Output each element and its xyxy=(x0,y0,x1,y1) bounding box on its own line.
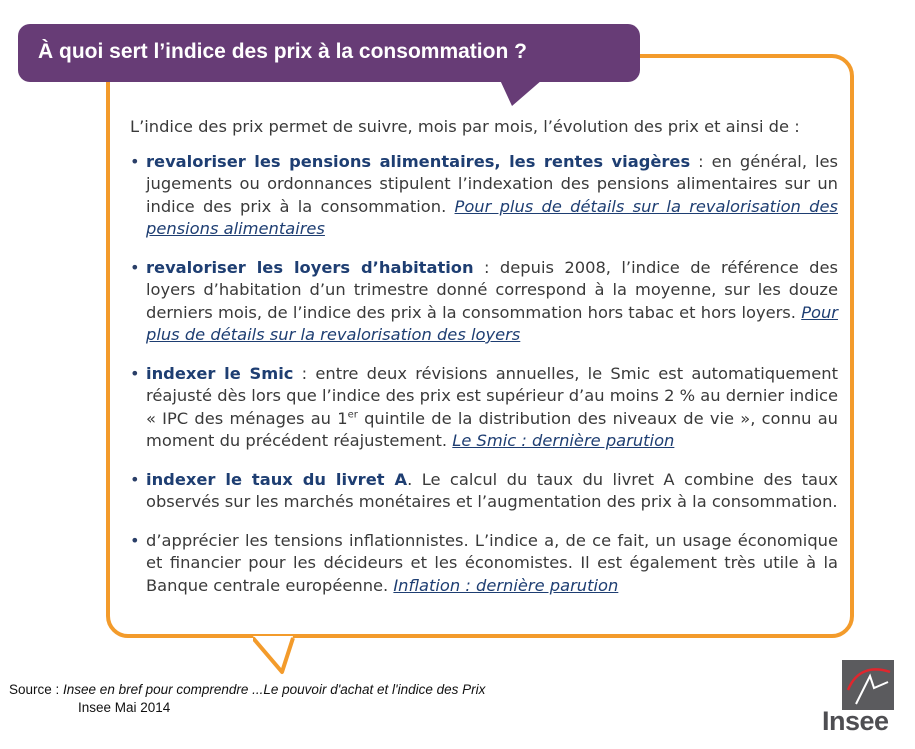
usage-list xyxy=(130,151,838,598)
banner-tail xyxy=(500,80,550,110)
item-lead: indexer le Smic xyxy=(146,363,294,383)
source-note xyxy=(9,681,485,717)
details-link-pensions[interactable]: Pour plus de détails sur la revalorisation des pensions alimentaires xyxy=(146,196,838,238)
intro-text: L’indice des prix permet de suivre, mois par mois, l’évolution des prix et ainsi de : xyxy=(130,117,800,136)
item-text-continued: quintile de la distribution des niveaux de vie », connu au moment du précédent réajustement. xyxy=(146,408,838,450)
smic-link[interactable]: Le Smic : dernière parution xyxy=(452,431,675,450)
box-tail xyxy=(253,628,313,676)
list-item xyxy=(130,151,838,241)
bullet: • xyxy=(130,469,140,489)
inflation-link[interactable]: Inflation : dernière parution xyxy=(393,575,619,595)
bullet: • xyxy=(130,151,140,171)
item-lead: revaloriser les loyers d’habitation xyxy=(146,257,474,277)
insee-logo xyxy=(818,660,898,740)
item-text: : entre deux révisions annuelles, le Smic est automatiquement réajusté dès lors que l’indice des prix est supérieur d’au moins 2 % au dernier indice « IPC des ménages au 1 xyxy=(146,363,839,428)
list-item xyxy=(130,257,838,347)
item-text: . Le calcul du taux du livret A combine des taux observés sur les marchés monétaires et l’augmentation des prix à la consommation. xyxy=(146,469,838,511)
item-text: d’apprécier les tensions inflationnistes. L’indice a, de ce fait, un usage économique et financier pour les décideurs et les économistes. Il est également très utile à la Banque centrale européenne. xyxy=(146,530,838,595)
page-title: À quoi sert l’indice des prix à la consommation ? xyxy=(38,40,527,63)
item-lead: revaloriser les pensions alimentaires, les rentes viagères xyxy=(146,151,691,171)
source-label: Source : xyxy=(9,682,64,697)
list-item xyxy=(130,363,838,453)
list-item xyxy=(130,469,838,514)
bullet: • xyxy=(130,530,140,550)
list-item xyxy=(130,530,838,598)
superscript: er xyxy=(347,409,358,421)
bullet: • xyxy=(130,257,140,277)
content xyxy=(130,116,838,613)
item-lead: indexer le taux du livret A xyxy=(146,469,408,489)
source-date: Insee Mai 2014 xyxy=(78,700,171,715)
bullet: • xyxy=(130,363,140,383)
item-text: : depuis 2008, l’indice de référence des loyers d’habitation d’un trimestre donné correspond à la moyenne, sur les douze derniers mois, de l’indice des prix à la consommation hors tabac et hors loyers. xyxy=(146,257,838,322)
title-banner xyxy=(18,24,640,82)
insee-logo-text: Insee xyxy=(822,706,889,736)
details-link-loyers[interactable]: Pour plus de détails sur la revalorisation des loyers xyxy=(146,302,838,344)
item-text: : en général, les jugements ou ordonnances stipulent l’indexation des pensions alimentaires sur un indice des prix à la consommation. xyxy=(146,151,838,216)
insee-logo-icon xyxy=(842,660,894,710)
source-reference: Insee en bref pour comprendre ...Le pouvoir d'achat et l'indice des Prix xyxy=(63,682,486,697)
